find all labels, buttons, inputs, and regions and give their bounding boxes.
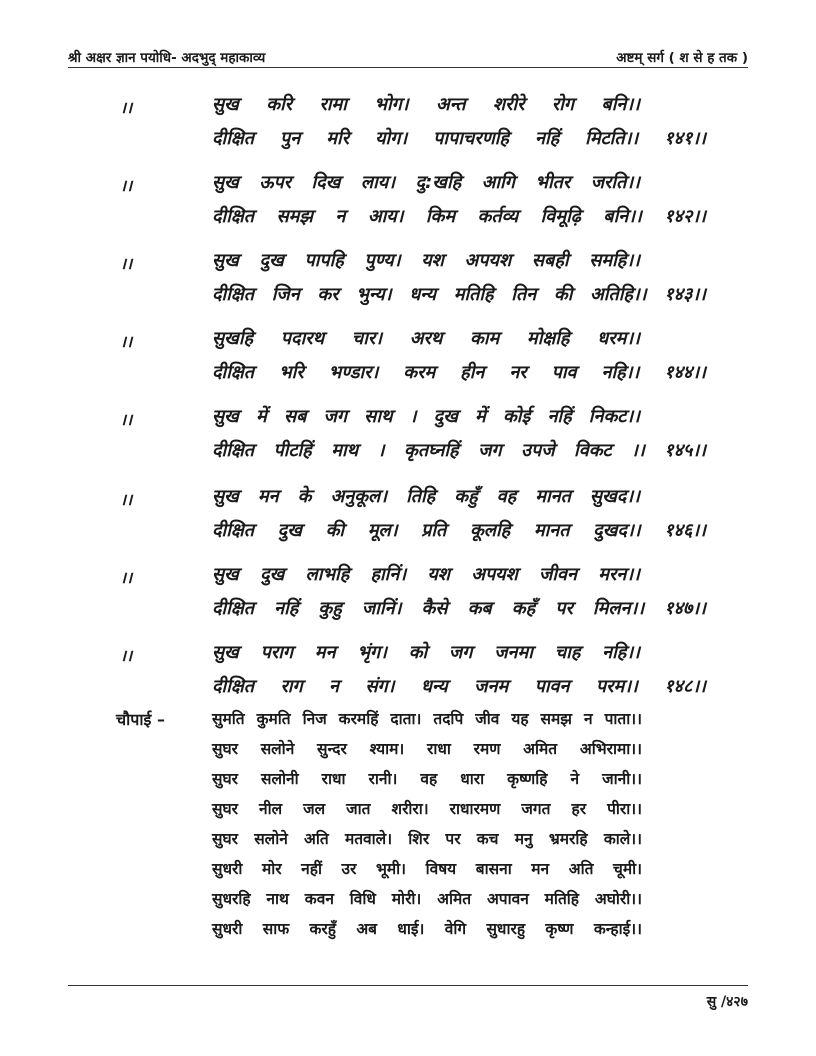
verse-145 <box>0 404 816 476</box>
verse-line: सुख दुख लाभहि हानिं। यश अपयश जीवन मरन।। <box>212 564 640 585</box>
chaupai-line: सुधरी साफ करहुँ अब धाई। वेगि सुधारहु कृष्ण कन्हाई।। <box>212 920 642 938</box>
verse-mark: ।। <box>120 568 133 587</box>
header-divider <box>68 67 748 68</box>
verse-148 <box>0 640 816 712</box>
verse-mark: ।। <box>120 490 133 509</box>
verse-line: सुख में सब जग साथ । दुख में कोई नहिं निकट।। <box>212 406 640 427</box>
verse-147 <box>0 562 816 634</box>
chaupai-line: सुघर सलोने सुन्दर श्याम। राधा रमण अमित अभिरामा।। <box>212 740 642 758</box>
section-title: अष्टम् सर्ग ( श से ह तक ) <box>616 50 748 66</box>
footer-divider <box>68 985 748 986</box>
verse-line: सुख मन के अनुकूल। तिहि कहुँ वह मानत सुखद।। <box>212 486 640 507</box>
verse-line: सुख ऊपर दिख लाय। दु:खहि आगि भीतर जरति।। <box>212 172 640 193</box>
chaupai-line: सुघर सलोने अति मतवाले। शिर पर कच मनु भ्रमरहि काले।। <box>212 830 642 848</box>
chaupai-line: सुघर सलोनी राधा रानी। वह धारा कृष्णहि ने जानी।। <box>212 770 642 788</box>
verse-line: दीक्षित नहिं कुहु जानिं। कैसे कब कहँ पर मिलन।। १४७।। <box>212 598 706 619</box>
verse-line: दीक्षित समझ न आय। किम कर्तव्य विमूढ़ि बनि।। १४२।। <box>212 206 706 227</box>
verse-mark: ।। <box>120 254 133 273</box>
verse-line: दीक्षित पुन मरि योग। पापाचरणहि नहिं मिटति।। १४१।। <box>212 128 706 149</box>
verse-mark: ।। <box>120 646 133 665</box>
verse-mark: ।। <box>120 410 133 429</box>
verse-line: दीक्षित भरि भण्डार। करम हीन नर पाव नहि।। १४४।। <box>212 362 706 383</box>
verse-142 <box>0 170 816 242</box>
page-header <box>68 44 748 66</box>
chaupai-line: सुधरी मोर नहीं उर भूमी। विषय बासना मन अति चूमी। <box>212 860 642 878</box>
verse-line: दीक्षित पीटहिं माथ । कृतघ्नहिं जग उपजे विकट ।। १४५।। <box>212 440 706 461</box>
verse-144 <box>0 326 816 398</box>
verse-141 <box>0 92 816 164</box>
verse-line: दीक्षित दुख की मूल। प्रति कूलहि मानत दुखद।। १४६।। <box>212 520 706 541</box>
verse-mark: ।। <box>120 98 133 117</box>
chaupai-line: सुमति कुमति निज करमहिं दाता। तदपि जीव यह समझ न पाता।। <box>212 710 642 728</box>
verse-line: दीक्षित राग न संग। धन्य जनम पावन परम।। १४८।। <box>212 676 706 697</box>
verse-line: सुख दुख पापहि पुण्य। यश अपयश सबही समहि।। <box>212 250 640 271</box>
verse-line: सुख पराग मन भृंग। को जग जनमा चाह नहि।। <box>212 642 640 663</box>
chaupai-line: सुघर नील जल जात शरीरा। राधारमण जगत हर पीरा।। <box>212 800 642 818</box>
verse-146 <box>0 484 816 556</box>
chaupai-block <box>212 706 642 946</box>
verse-line: सुख करि रामा भोग। अन्त शरीरे रोग बनि।। <box>212 94 640 115</box>
verse-mark: ।। <box>120 176 133 195</box>
chaupai-label: चौपाई – <box>116 710 165 729</box>
page-number: सु /४२७ <box>706 994 748 1010</box>
verse-line: सुखहि पदारथ चार। अरथ काम मोक्षहि धरम।। <box>212 328 640 349</box>
verse-143 <box>0 248 816 320</box>
verse-mark: ।। <box>120 332 133 351</box>
verse-line: दीक्षित जिन कर भुन्य। धन्य मतिहि तिन की अतिहि।। १४३।। <box>212 284 706 305</box>
chaupai-line: सुधरहि नाथ कवन विधि मोरी। अमित अपावन मतिहि अघोरी।। <box>212 890 642 908</box>
book-title: श्री अक्षर ज्ञान पयोधि- अदभुद् महाकाव्य <box>68 50 266 66</box>
